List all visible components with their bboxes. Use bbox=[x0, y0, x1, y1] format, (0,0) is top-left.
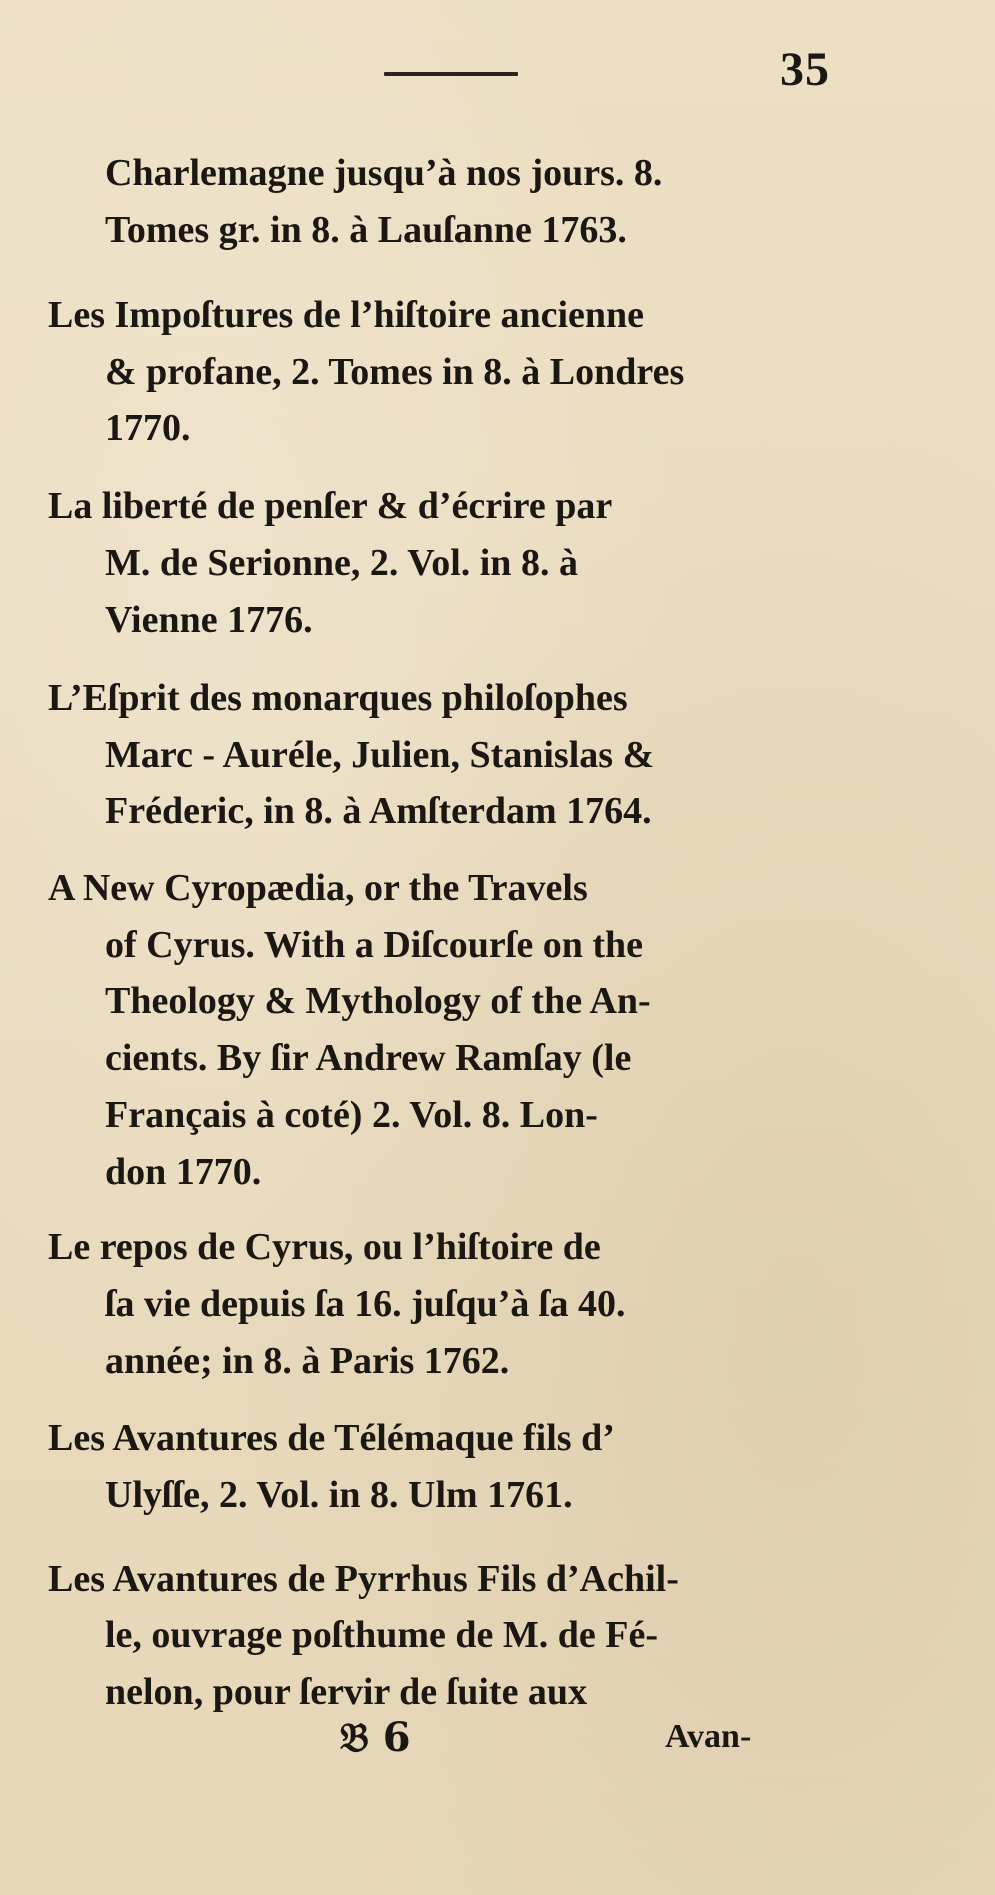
entry-line: année; in 8. à Paris 1762. bbox=[105, 1340, 510, 1382]
entry-line: le, ouvrage poſthume de M. de Fé- bbox=[105, 1614, 659, 1656]
page-footer bbox=[340, 1714, 790, 1766]
entry-line: Fréderic, in 8. à Amſterdam 1764. bbox=[105, 790, 652, 832]
entry-line: don 1770. bbox=[105, 1151, 262, 1193]
entry-line: Les Avantures de Télémaque fils d’ bbox=[48, 1417, 615, 1459]
entry-line: & profane, 2. Tomes in 8. à Londres bbox=[105, 351, 685, 393]
entry-line: Tomes gr. in 8. à Lauſanne 1763. bbox=[105, 209, 627, 251]
entry-line: nelon, pour ſervir de ſuite aux bbox=[105, 1671, 588, 1713]
entry-line: ſa vie depuis ſa 16. juſqu’à ſa 40. bbox=[105, 1283, 626, 1325]
entry-line: L’Eſprit des monarques philoſophes bbox=[48, 677, 628, 719]
entry-line: A New Cyropædia, or the Travels bbox=[48, 867, 588, 909]
entry-line: Charlemagne jusqu’à nos jours. 8. bbox=[105, 152, 663, 194]
entry-line: Vienne 1776. bbox=[105, 599, 313, 641]
catchword: Avan- bbox=[665, 1718, 752, 1755]
page-number: 35 bbox=[780, 43, 830, 96]
entry-line: of Cyrus. With a Diſcourſe on the bbox=[105, 924, 643, 966]
entry-line: La liberté de penſer & d’écrire par bbox=[48, 485, 613, 527]
entry-line: M. de Serionne, 2. Vol. in 8. à bbox=[105, 542, 578, 584]
header-rule bbox=[384, 72, 518, 76]
entry-line: Le repos de Cyrus, ou l’hiſtoire de bbox=[48, 1226, 601, 1268]
entry-line: Theology & Mythology of the An- bbox=[105, 980, 651, 1022]
entry-line: Les Avantures de Pyrrhus Fils d’Achil- bbox=[48, 1558, 679, 1600]
entry-line: Ulyſſe, 2. Vol. in 8. Ulm 1761. bbox=[105, 1474, 573, 1516]
entry-line: Les Impoſtures de l’hiſtoire ancienne bbox=[48, 294, 645, 336]
signature-mark: 𝔅 6 bbox=[340, 1714, 411, 1761]
entry-line: Français à coté) 2. Vol. 8. Lon- bbox=[105, 1094, 598, 1136]
entry-line: 1770. bbox=[105, 407, 191, 449]
entry-line: cients. By ſir Andrew Ramſay (le bbox=[105, 1037, 632, 1079]
entry-line: Marc - Auréle, Julien, Stanislas & bbox=[105, 734, 655, 776]
